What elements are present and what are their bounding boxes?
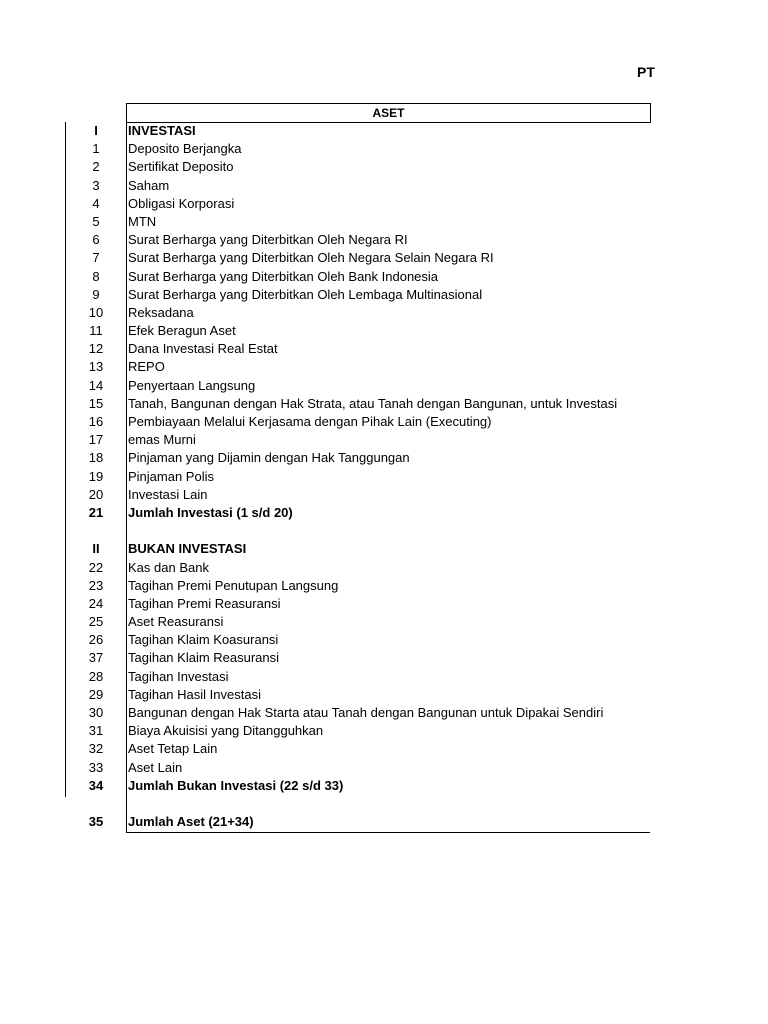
row-number: 26 (88, 632, 104, 648)
table-row (0, 322, 768, 340)
row-number: 20 (88, 486, 104, 502)
table-row (0, 140, 768, 158)
table-row (0, 304, 768, 322)
asset-table (0, 122, 768, 831)
row-number: 24 (88, 595, 104, 611)
table-row (0, 231, 768, 249)
row-number: 2 (92, 159, 100, 175)
row-label: Jumlah Bukan Investasi (22 s/d 33) (128, 777, 344, 793)
row-number: 21 (88, 504, 104, 520)
row-label: Pinjaman Polis (128, 468, 214, 484)
table-row (0, 486, 768, 504)
row-number: 6 (92, 232, 100, 248)
row-number: 1 (92, 141, 100, 157)
row-label: Dana Investasi Real Estat (128, 341, 278, 357)
row-label: Aset Reasuransi (128, 614, 224, 630)
table-row (0, 759, 768, 777)
row-label: Jumlah Aset (21+34) (128, 814, 254, 830)
row-number: 22 (88, 559, 104, 575)
table-row (0, 249, 768, 267)
table-border-bottom (126, 832, 650, 833)
row-number: 23 (88, 577, 104, 593)
table-row (0, 777, 768, 795)
table-row (0, 649, 768, 667)
table-row (0, 540, 768, 558)
row-number: 35 (88, 814, 104, 830)
table-row (0, 377, 768, 395)
row-number: 33 (88, 759, 104, 775)
row-label: Reksadana (128, 304, 194, 320)
row-label: Jumlah Investasi (1 s/d 20) (128, 504, 293, 520)
row-number: 11 (89, 323, 103, 339)
row-number: 25 (88, 614, 104, 630)
table-row (0, 686, 768, 704)
row-number: 14 (88, 377, 104, 393)
table-row (0, 195, 768, 213)
row-number: 8 (92, 268, 100, 284)
row-number: 17 (88, 432, 104, 448)
row-label: Biaya Akuisisi yang Ditangguhkan (128, 723, 324, 739)
table-row (0, 268, 768, 286)
table-row (0, 577, 768, 595)
table-row (0, 468, 768, 486)
table-row (0, 595, 768, 613)
row-number: I (94, 123, 98, 138)
row-number: 9 (92, 286, 100, 302)
row-number: 4 (92, 195, 100, 211)
row-label: Pinjaman yang Dijamin dengan Hak Tanggungan (128, 450, 410, 466)
row-number: 5 (92, 213, 100, 229)
row-label: BUKAN INVESTASI (128, 541, 247, 557)
table-row (0, 613, 768, 631)
row-number: 29 (88, 686, 104, 702)
row-number: 3 (92, 177, 100, 193)
table-row (0, 340, 768, 358)
table-row (0, 631, 768, 649)
row-number: 13 (88, 359, 104, 375)
row-label: Tagihan Premi Reasuransi (128, 595, 281, 611)
row-number: 37 (88, 650, 104, 666)
row-label: MTN (128, 213, 157, 229)
row-label: Tagihan Klaim Koasuransi (128, 632, 279, 648)
row-label: Surat Berharga yang Diterbitkan Oleh Bank Indonesia (128, 268, 439, 284)
row-number: 16 (88, 414, 104, 429)
table-row (0, 413, 768, 431)
table-header-aset: ASET (126, 103, 651, 123)
row-label: Tagihan Investasi (128, 668, 229, 684)
row-label: Tagihan Klaim Reasuransi (128, 650, 280, 666)
table-row (0, 795, 768, 813)
row-label: Surat Berharga yang Diterbitkan Oleh Negara Selain Negara RI (128, 250, 494, 266)
row-number: 12 (88, 341, 104, 357)
row-label: Efek Beragun Aset (128, 323, 236, 339)
row-label: Investasi Lain (128, 486, 208, 502)
row-number: 10 (88, 304, 104, 320)
page-title: PT (637, 64, 655, 80)
row-label: Tagihan Premi Penutupan Langsung (128, 577, 339, 593)
table-row (0, 504, 768, 522)
row-number: 7 (92, 250, 100, 266)
row-number: 15 (88, 395, 104, 411)
row-label: Obligasi Korporasi (128, 195, 235, 211)
row-label: Kas dan Bank (128, 559, 209, 575)
table-row (0, 813, 768, 831)
table-row (0, 158, 768, 176)
row-number: 31 (88, 723, 104, 739)
row-label: Aset Tetap Lain (128, 741, 218, 757)
table-row (0, 704, 768, 722)
table-row (0, 668, 768, 686)
table-row (0, 177, 768, 195)
row-label: INVESTASI (128, 123, 196, 138)
row-label: Deposito Berjangka (128, 141, 242, 157)
row-number: 30 (88, 705, 104, 720)
row-label: Bangunan dengan Hak Starta atau Tanah dengan Bangunan untuk Dipakai Sendiri (128, 705, 604, 720)
table-row (0, 740, 768, 758)
row-label: REPO (128, 359, 165, 375)
table-row (0, 213, 768, 231)
table-row (0, 358, 768, 376)
table-row (0, 449, 768, 467)
row-label: Aset Lain (128, 759, 183, 775)
table-row (0, 395, 768, 413)
row-label: Pembiayaan Melalui Kerjasama dengan Pihak Lain (Executing) (128, 414, 492, 429)
row-label: Sertifikat Deposito (128, 159, 234, 175)
row-number: II (92, 541, 100, 557)
table-row (0, 431, 768, 449)
row-label: Surat Berharga yang Diterbitkan Oleh Lembaga Multinasional (128, 286, 483, 302)
row-number: 19 (88, 468, 104, 484)
table-row (0, 722, 768, 740)
row-label: emas Murni (128, 432, 196, 448)
table-row (0, 286, 768, 304)
table-row (0, 559, 768, 577)
row-label: Surat Berharga yang Diterbitkan Oleh Negara RI (128, 232, 408, 248)
row-number: 18 (88, 450, 104, 466)
row-number: 32 (88, 741, 104, 757)
row-number: 34 (88, 777, 104, 793)
row-label: Tanah, Bangunan dengan Hak Strata, atau Tanah dengan Bangunan, untuk Investasi (128, 395, 618, 411)
row-label: Penyertaan Langsung (128, 377, 256, 393)
row-label: Tagihan Hasil Investasi (128, 686, 261, 702)
row-label: Saham (128, 177, 170, 193)
table-row (0, 522, 768, 540)
table-row (0, 122, 768, 140)
row-number: 28 (88, 668, 104, 684)
